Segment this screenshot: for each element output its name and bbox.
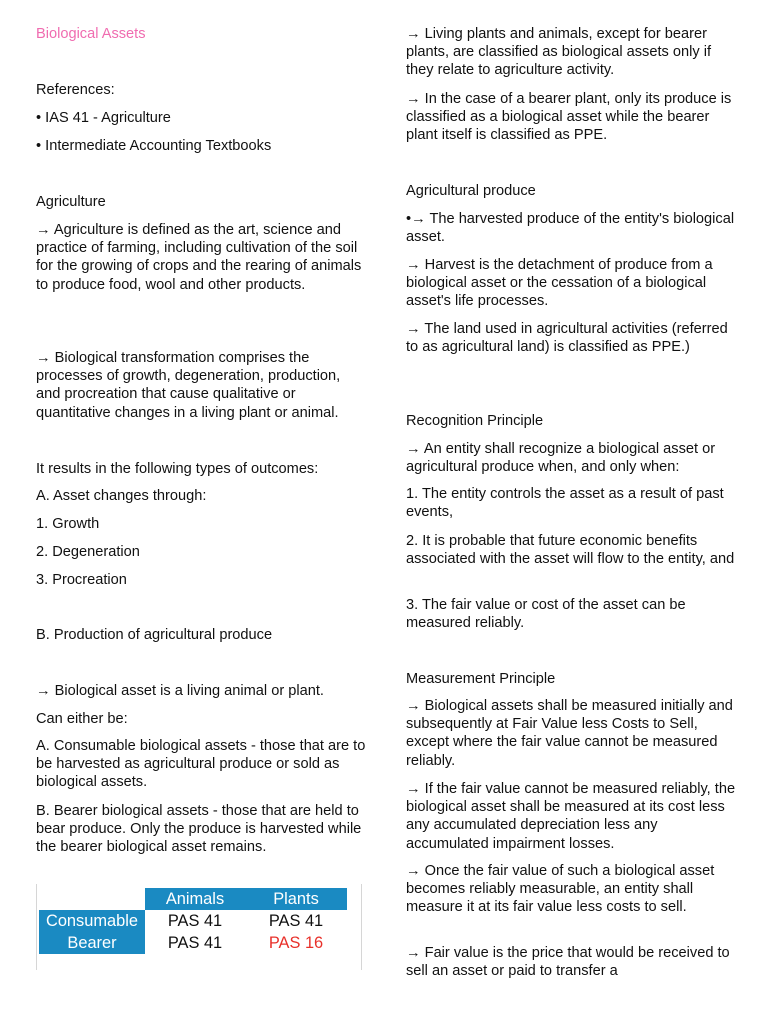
agriculture-definition: → Agriculture is defined as the art, science and practice of farming, including cultivation of the soil for the growing of crops and the rearing of animals to produce food, wool and other products. — [36, 222, 362, 293]
references-heading: References: — [36, 82, 115, 98]
measurement-paragraph: → Once the fair value of such a biological asset becomes reliably measurable, an entity shall measure it at its fair value less costs to sell. — [406, 863, 715, 916]
list-item: A. Asset changes through: — [36, 488, 207, 504]
page-title: Biological Assets — [36, 26, 146, 42]
bearer-assets-paragraph: B. Bearer biological assets - those that are held to bear produce. Only the produce is harvested while the bearer biological asset remains. — [36, 803, 362, 856]
table-cell: PAS 41 — [268, 912, 324, 930]
recognition-item: 3. The fair value or cost of the asset can be measured reliably. — [406, 597, 686, 632]
classification-table-image — [36, 884, 362, 970]
section-heading-recognition: Recognition Principle — [406, 413, 544, 429]
outcomes-paragraph: It results in the following types of outcomes: — [36, 461, 319, 477]
table-cell: PAS 41 — [167, 934, 223, 952]
recognition-item: 1. The entity controls the asset as a result of past events, — [406, 486, 724, 521]
measurement-paragraph: → Fair value is the price that would be received to sell an asset or paid to transfer a — [406, 945, 730, 980]
measurement-paragraph: → Biological assets shall be measured initially and subsequently at Fair Value less Costs to Sell, except where the fair value cannot be measured reliably. — [406, 698, 733, 769]
recognition-paragraph: → An entity shall recognize a biological asset or agricultural produce when, and only when: — [406, 441, 716, 476]
recognition-item: 2. It is probable that future economic benefits associated with the asset will flow to the entity, and — [406, 533, 735, 568]
table-cell-highlighted: PAS 16 — [268, 934, 324, 952]
harvested-produce-paragraph: •→ The harvested produce of the entity's biological asset. — [406, 211, 735, 246]
table-cell: PAS 41 — [167, 912, 223, 930]
list-item: 2. Degeneration — [36, 544, 140, 560]
table-row-header: Consumable — [39, 910, 145, 932]
list-item: 3. Procreation — [36, 572, 127, 588]
list-item: B. Production of agricultural produce — [36, 627, 273, 643]
reference-item: • IAS 41 - Agriculture — [36, 110, 171, 126]
bearer-plant-paragraph: → In the case of a bearer plant, only its produce is classified as a biological asset while the bearer plant itself is classified as PPE. — [406, 91, 732, 144]
reference-item: • Intermediate Accounting Textbooks — [36, 138, 272, 154]
agricultural-land-paragraph: → The land used in agricultural activities (referred to as agricultural land) is classified as PPE.) — [406, 321, 728, 356]
table-row-header: Bearer — [39, 932, 145, 954]
table-header-cell: Plants — [245, 888, 347, 910]
living-plants-paragraph: → Living plants and animals, except for bearer plants, are classified as biological assets only if they relate to agriculture activity. — [406, 26, 712, 79]
table-row — [39, 932, 347, 954]
consumable-assets-paragraph: A. Consumable biological assets - those that are to be harvested as agricultural produce or sold as biological assets. — [36, 738, 366, 791]
classification-table — [39, 888, 347, 954]
table-header-row — [39, 888, 347, 910]
table-header-cell: Animals — [145, 888, 245, 910]
paragraph: Can either be: — [36, 711, 128, 727]
biological-asset-definition: → Biological asset is a living animal or plant. — [36, 683, 324, 699]
section-heading-agricultural-produce: Agricultural produce — [406, 183, 536, 199]
table-row — [39, 910, 347, 932]
biological-transformation-paragraph: → Biological transformation comprises the processes of growth, degeneration, production, and procreation that cause qualitative or quantitative changes in a living plant or animal. — [36, 350, 341, 421]
section-heading-agriculture: Agriculture — [36, 194, 106, 210]
list-item: 1. Growth — [36, 516, 100, 532]
table-corner-cell — [39, 888, 145, 910]
measurement-paragraph: → If the fair value cannot be measured reliably, the biological asset shall be measured at its cost less any accumulated depreciation less any accumulated impairment losses. — [406, 781, 736, 852]
section-heading-measurement: Measurement Principle — [406, 671, 556, 687]
harvest-definition-paragraph: → Harvest is the detachment of produce from a biological asset or the cessation of a biological asset's life processes. — [406, 257, 713, 310]
